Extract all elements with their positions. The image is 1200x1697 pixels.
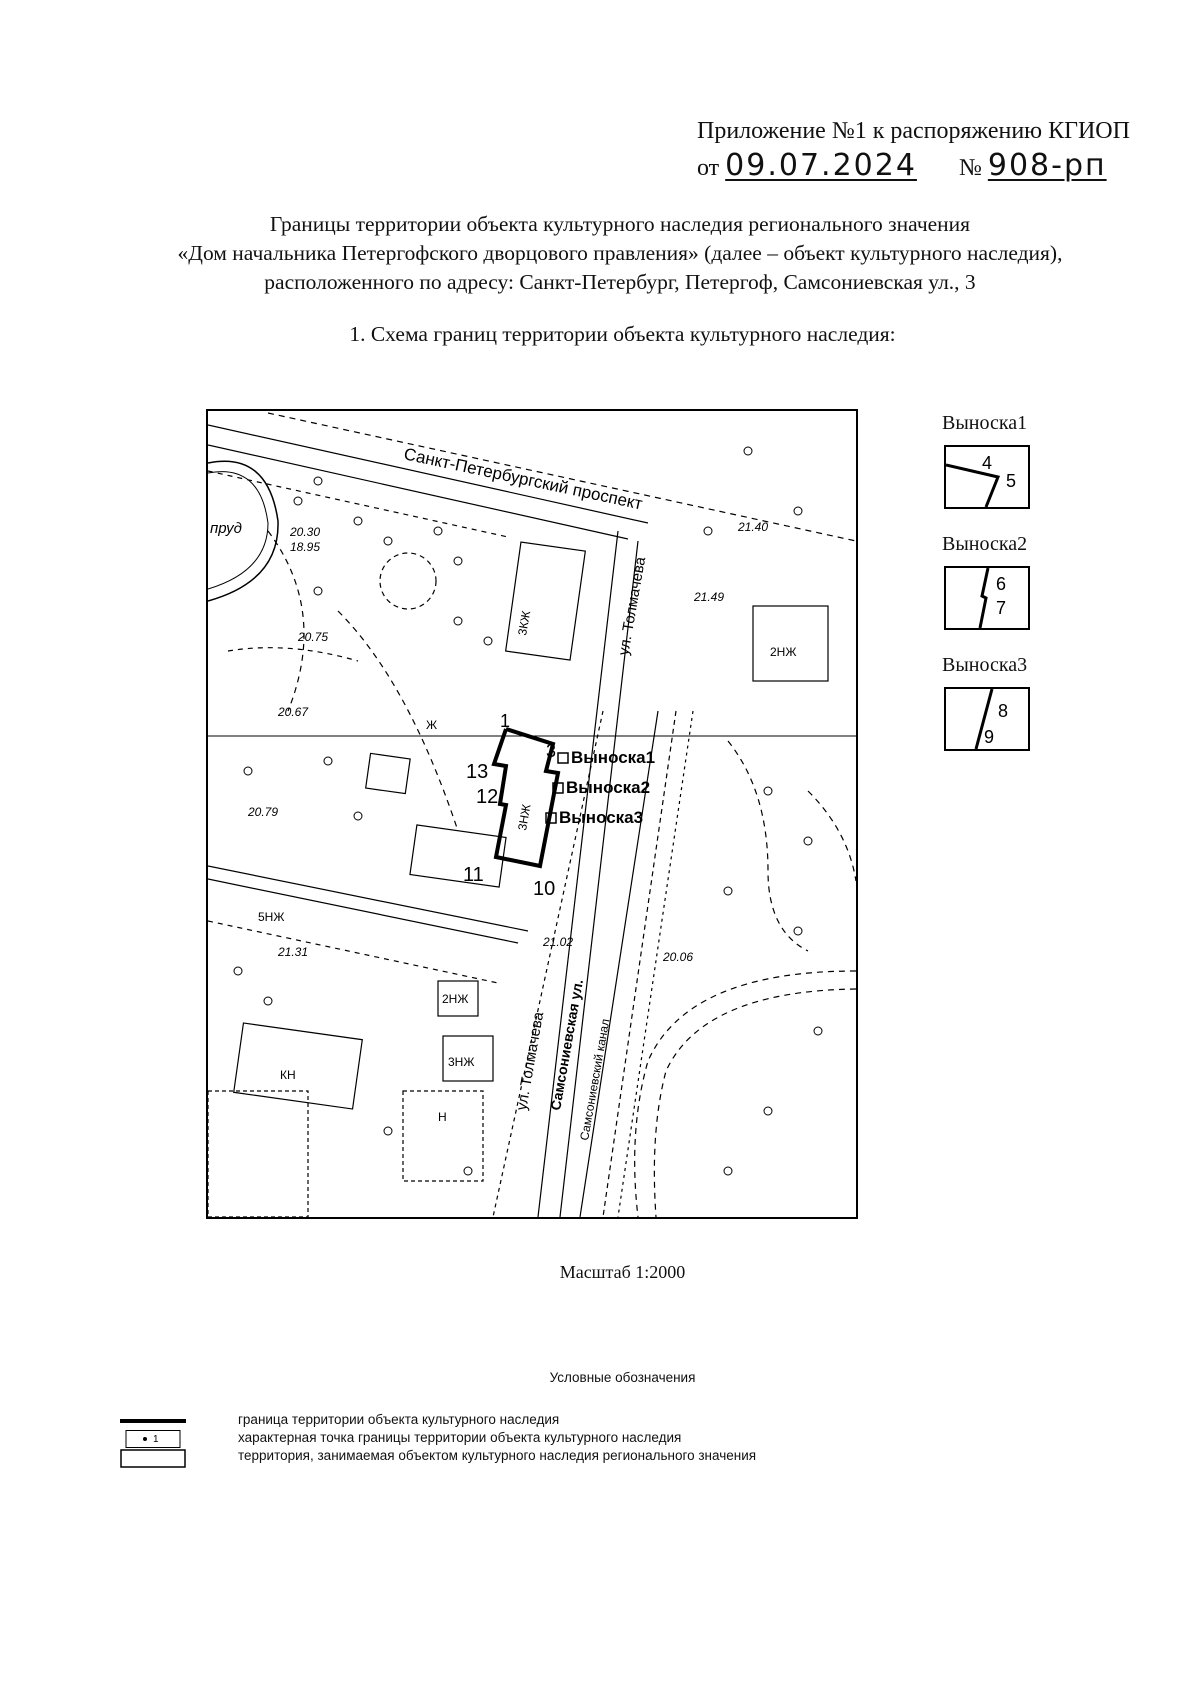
map-boundary-point: 3 xyxy=(546,741,557,761)
map-callout-marker: Выноска3 xyxy=(559,808,644,827)
callout-2-point-b: 7 xyxy=(996,598,1007,618)
map-boundary-point: 12 xyxy=(476,786,499,808)
appendix-label: Приложение №1 к распоряжению КГИОП xyxy=(697,118,1130,144)
callout-1-point-b: 5 xyxy=(1006,471,1017,491)
map-canal: Самсониевский канал xyxy=(577,1017,613,1142)
callout-2-box xyxy=(944,566,1030,630)
callout-3-box xyxy=(944,687,1030,751)
section-title: 1. Схема границ территории объекта культурного наследия: xyxy=(349,322,896,346)
map-building-label: 2НЖ xyxy=(442,992,469,1006)
map-building-label: Н xyxy=(438,1110,447,1124)
legend-line-symbol xyxy=(120,1412,186,1430)
order-date-number xyxy=(697,148,1107,183)
date-prefix: от xyxy=(697,155,720,181)
order-date: 09.07.2024 xyxy=(725,148,917,183)
map-elevation: 18.95 xyxy=(290,540,321,554)
map-elevation: 20.79 xyxy=(248,805,279,819)
callout-2-point-a: 6 xyxy=(996,574,1007,594)
legend xyxy=(120,1412,1020,1470)
map-elevation: 20.30 xyxy=(290,525,321,539)
legend-text: территория, занимаемая объектом культурного наследия регионального значения xyxy=(238,1448,757,1463)
map-building-label: 3НЖ xyxy=(448,1055,475,1069)
callout-3-point-b: 9 xyxy=(984,727,995,747)
title-line-3: расположенного по адресу: Санкт-Петербург, Петергоф, Самсониевская ул., 3 xyxy=(264,270,976,294)
title-line-1: Границы территории объекта культурного наследия регионального значения xyxy=(269,212,971,236)
callout-1-box xyxy=(944,445,1030,509)
map-building-label: 3НЖ xyxy=(515,803,534,832)
legend-item-rect xyxy=(120,1448,1020,1470)
map-callout-marker: Выноска2 xyxy=(566,778,651,797)
callout-1-label: Выноска1 xyxy=(942,412,1028,434)
map-elevation: 21.40 xyxy=(738,520,769,534)
map-boundary-point: 13 xyxy=(466,761,489,783)
map-street-prospekt: Санкт-Петербургский проспект xyxy=(402,444,645,514)
callout-2-label: Выноска2 xyxy=(942,533,1028,555)
map-boundary-point: 11 xyxy=(463,864,484,886)
map-building-label: Ж xyxy=(426,718,438,732)
map-elevation: 21.31 xyxy=(278,945,309,959)
title-line-2: «Дом начальника Петергофского дворцового правления» (далее – объект культурного наследия), xyxy=(177,241,1063,265)
legend-rect-symbol xyxy=(120,1448,186,1468)
map-elevation: 21.02 xyxy=(543,935,574,949)
map-boundary-point: 1 xyxy=(500,711,511,731)
map-street-tolmacheva-top: ул. Толмачева xyxy=(615,555,650,657)
map-building-label: 5НЖ xyxy=(258,910,285,924)
map-street-samsonievskaya: Самсониевская ул. xyxy=(547,978,587,1112)
map-elevation: 20.75 xyxy=(298,630,329,644)
document-title xyxy=(60,210,1180,297)
legend-text: характерная точка границы территории объекта культурного наследия xyxy=(238,1430,682,1445)
number-prefix: № xyxy=(958,155,982,181)
map-callout-marker: Выноска1 xyxy=(571,748,656,767)
legend-title: Условные обозначения xyxy=(549,1370,696,1385)
legend-text: граница территории объекта культурного наследия xyxy=(238,1412,560,1427)
boundary-map xyxy=(206,409,858,1219)
callout-insets xyxy=(942,412,1072,775)
legend-point-number: 1 xyxy=(153,1434,159,1445)
map-building-label: 3КЖ xyxy=(515,609,534,637)
map-scale: Масштаб 1:2000 xyxy=(559,1262,686,1282)
legend-item-line xyxy=(120,1412,1020,1430)
legend-point-symbol xyxy=(120,1430,186,1448)
map-elevation: 21.49 xyxy=(694,590,725,604)
map-drawing xyxy=(208,411,856,1217)
order-number: 908-рп xyxy=(987,148,1107,183)
map-boundary-point: 10 xyxy=(533,878,556,900)
map-building-label: 2НЖ xyxy=(770,645,797,659)
map-street-tolmacheva-bottom: ул. Толмачева xyxy=(513,1010,548,1112)
map-elevation: 20.67 xyxy=(278,705,309,719)
map-pond: пруд xyxy=(210,520,242,537)
callout-3-point-a: 8 xyxy=(998,701,1009,721)
callout-3-label: Выноска3 xyxy=(942,654,1028,676)
map-elevation: 20.06 xyxy=(663,950,694,964)
legend-item-point xyxy=(120,1430,1020,1448)
map-building-label: КН xyxy=(280,1068,296,1082)
callout-1-point-a: 4 xyxy=(982,453,993,473)
